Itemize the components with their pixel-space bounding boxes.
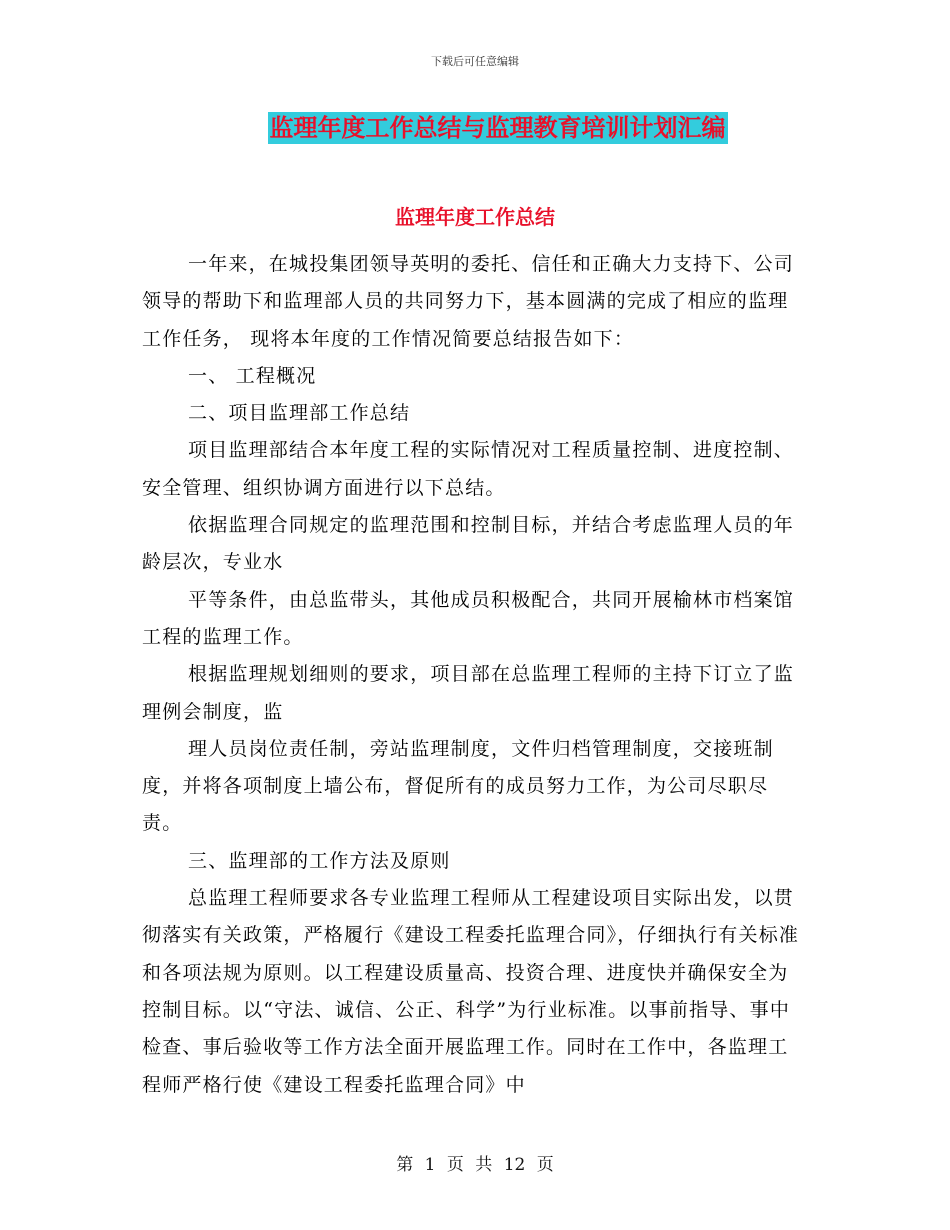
heading-project-overview: 一、 工程概况: [188, 364, 317, 387]
paragraph: 依据监理合同规定的监理范围和控制目标，并结合考虑监理人员的年龄层次，专业水: [142, 514, 795, 574]
header-note: 下载后可任意编辑: [431, 55, 519, 68]
document-title: 监理年度工作总结与监理教育培训计划汇编: [269, 114, 726, 142]
page-number: 第 1 页 共 12 页: [396, 1155, 554, 1175]
paragraph: 理人员岗位责任制，旁站监理制度，文件归档管理制度，交接班制度，并将各项制度上墙公布，督促所有的成员努力工作，为公司尽职尽责。: [142, 737, 774, 835]
paragraph: 项目监理部结合本年度工程的实际情况对工程质量控制、进度控制、安全管理、组织协调方面进行以下总结。: [142, 439, 795, 499]
heading-methods-principles: 三、监理部的工作方法及原则: [188, 849, 451, 872]
document-body: [142, 246, 802, 1104]
paragraph: 总监理工程师要求各专业监理工程师从工程建设项目实际出发，以贯彻落实有关政策，严格履行《建设工程委托监理合同》，仔细执行有关标准和各项法规为原则。以工程建设质量高、投资合理、进度快并确保安全为控制目标。以“守法、诚信、公正、科学”为行业标准。以事前指导、事中检查、事后验收等工作方法全面开展监理工作。同时在工作中，各监理工程师严格行使《建设工程委托监理合同》中: [142, 887, 800, 1096]
heading-department-summary: 二、项目监理部工作总结: [188, 402, 411, 425]
paragraph: 平等条件，由总监带头，其他成员积极配合，共同开展榆林市档案馆工程的监理工作。: [142, 588, 795, 648]
paragraph: 根据监理规划细则的要求，项目部在总监理工程师的主持下订立了监理例会制度，监: [142, 663, 795, 723]
paragraph: 一年来，在城投集团领导英明的委托、信任和正确大力支持下、公司领导的帮助下和监理部人员的共同努力下，基本圆满的完成了相应的监理工作任务， 现将本年度的工作情况简要总结报告如下：: [142, 253, 795, 350]
section-title: 监理年度工作总结: [395, 205, 555, 229]
document-title-container: [0, 112, 950, 144]
